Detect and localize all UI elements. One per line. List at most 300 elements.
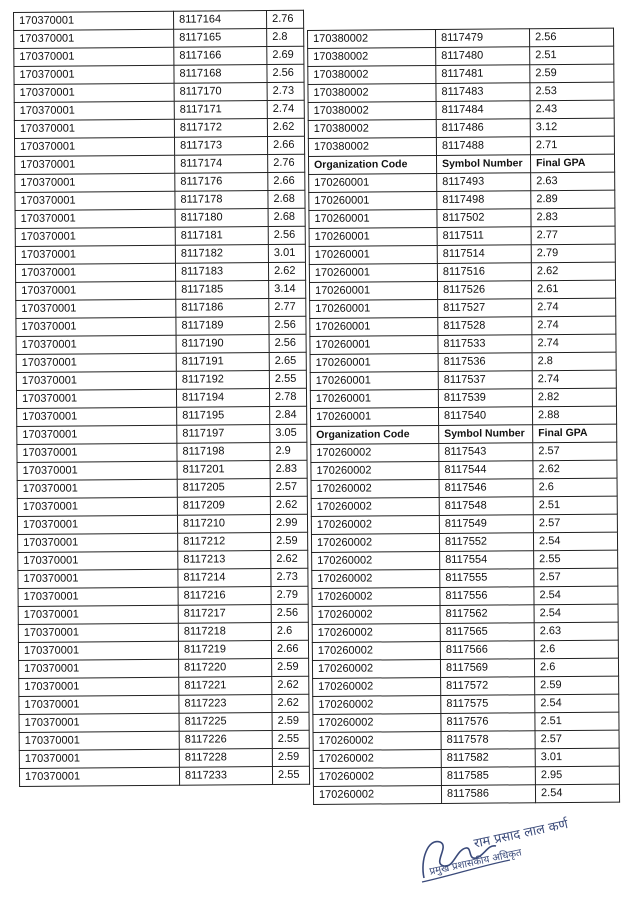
gpa-table-left: [13, 10, 310, 787]
final-gpa-cell: 2.6: [534, 658, 618, 677]
column-header-final-gpa: Final GPA: [530, 154, 614, 173]
organization-code-cell: 170260002: [311, 461, 439, 480]
organization-code-cell: 170370001: [18, 587, 178, 606]
symbol-number-cell: 8117511: [437, 227, 531, 246]
symbol-number-cell: 8117533: [438, 335, 532, 354]
final-gpa-cell: 2.55: [269, 370, 306, 388]
table-row: [312, 640, 618, 660]
table-row: [16, 280, 306, 300]
symbol-number-cell: 8117576: [441, 713, 535, 732]
table-row: [15, 208, 305, 228]
final-gpa-cell: 2.8: [532, 352, 616, 371]
final-gpa-cell: 2.56: [267, 64, 304, 82]
table-row: [311, 478, 617, 498]
organization-code-cell: 170260002: [311, 443, 439, 462]
final-gpa-cell: 2.73: [271, 568, 308, 586]
symbol-number-cell: 8117201: [177, 460, 270, 479]
table-row: [14, 46, 304, 66]
table-row: [16, 388, 306, 408]
symbol-number-cell: 8117186: [176, 299, 269, 318]
organization-code-cell: 170260001: [309, 281, 437, 300]
table-row: [17, 496, 307, 516]
table-row: [14, 100, 304, 120]
symbol-number-cell: 8117209: [177, 496, 270, 515]
table-row: [19, 730, 309, 750]
final-gpa-cell: 2.9: [270, 442, 307, 460]
table-row: [313, 784, 619, 804]
organization-code-cell: 170260001: [309, 227, 437, 246]
organization-code-cell: 170260002: [313, 785, 441, 804]
symbol-number-cell: 8117578: [441, 731, 535, 750]
symbol-number-cell: 8117217: [178, 604, 271, 623]
final-gpa-cell: 2.59: [272, 748, 309, 766]
final-gpa-cell: 2.77: [269, 298, 306, 316]
organization-code-cell: 170370001: [17, 515, 177, 534]
table-row: [17, 406, 307, 426]
table-row: [16, 298, 306, 318]
table-row: [14, 10, 304, 30]
organization-code-cell: 170370001: [19, 695, 179, 714]
column-header-symbol-number: Symbol Number: [436, 155, 530, 174]
symbol-number-cell: 8117479: [435, 29, 529, 48]
final-gpa-cell: 2.6: [534, 640, 618, 659]
symbol-number-cell: 8117226: [179, 730, 272, 749]
final-gpa-cell: 2.54: [535, 784, 619, 803]
symbol-number-cell: 8117219: [178, 640, 271, 659]
symbol-number-cell: 8117192: [176, 370, 269, 389]
organization-code-cell: 170260001: [310, 389, 438, 408]
final-gpa-cell: 2.74: [532, 334, 616, 353]
symbol-number-cell: 8117172: [174, 119, 267, 138]
symbol-number-cell: 8117233: [179, 766, 272, 785]
organization-code-cell: 170370001: [19, 659, 179, 678]
final-gpa-cell: 3.01: [535, 748, 619, 767]
column-header-organization-code: Organization Code: [311, 425, 439, 444]
final-gpa-cell: 2.51: [530, 46, 614, 65]
final-gpa-cell: 2.78: [269, 388, 306, 406]
symbol-number-cell: 8117537: [438, 371, 532, 390]
organization-code-cell: 170380002: [308, 29, 436, 48]
table-row: [16, 334, 306, 354]
final-gpa-cell: 2.57: [270, 478, 307, 496]
final-gpa-cell: 2.55: [534, 550, 618, 569]
table-row: [309, 172, 615, 192]
organization-code-cell: 170260001: [310, 353, 438, 372]
table-row: [313, 712, 619, 732]
symbol-number-cell: 8117514: [437, 245, 531, 264]
symbol-number-cell: 8117164: [173, 11, 266, 30]
organization-code-cell: 170370001: [14, 29, 174, 48]
final-gpa-cell: 2.54: [533, 532, 617, 551]
table-row: [15, 244, 305, 264]
organization-code-cell: 170260001: [309, 191, 437, 210]
table-row: [309, 208, 615, 228]
gpa-table-right-body: [308, 28, 620, 804]
table-row: [313, 730, 619, 750]
organization-code-cell: 170260001: [310, 317, 438, 336]
organization-code-cell: 170370001: [16, 389, 176, 408]
final-gpa-cell: 2.66: [268, 172, 305, 190]
final-gpa-cell: 2.62: [268, 262, 305, 280]
organization-code-cell: 170370001: [18, 623, 178, 642]
organization-code-cell: 170260001: [309, 263, 437, 282]
final-gpa-cell: 2.62: [270, 496, 307, 514]
symbol-number-cell: 8117481: [436, 65, 530, 84]
organization-code-cell: 170260002: [311, 497, 439, 516]
final-gpa-cell: 2.8: [267, 28, 304, 46]
symbol-number-cell: 8117195: [177, 406, 270, 425]
symbol-number-cell: 8117546: [439, 479, 533, 498]
organization-code-cell: 170370001: [15, 191, 175, 210]
final-gpa-cell: 2.68: [268, 208, 305, 226]
table-row: [311, 442, 617, 462]
organization-code-cell: 170370001: [14, 119, 174, 138]
table-row: [18, 640, 308, 660]
signature-name: राम प्रसाद लाल कर्ण: [472, 817, 570, 852]
final-gpa-cell: 2.74: [532, 316, 616, 335]
organization-code-cell: 170260002: [312, 659, 440, 678]
organization-code-cell: 170380002: [308, 137, 436, 156]
organization-code-cell: 170370001: [16, 371, 176, 390]
table-row: [309, 244, 615, 264]
table-row: [14, 28, 304, 48]
table-row: [17, 460, 307, 480]
symbol-number-cell: 8117185: [176, 281, 269, 300]
organization-code-cell: 170370001: [18, 569, 178, 588]
final-gpa-cell: 2.59: [530, 64, 614, 83]
final-gpa-cell: 2.62: [531, 262, 615, 281]
table-row: [17, 478, 307, 498]
symbol-number-cell: 8117225: [179, 712, 272, 731]
organization-code-cell: 170380002: [308, 119, 436, 138]
symbol-number-cell: 8117180: [175, 209, 268, 228]
final-gpa-cell: 2.54: [534, 604, 618, 623]
symbol-number-cell: 8117218: [178, 622, 271, 641]
column-header-symbol-number: Symbol Number: [439, 425, 533, 444]
table-row: [17, 514, 307, 534]
organization-code-cell: 170370001: [16, 299, 176, 318]
organization-code-cell: 170260001: [310, 299, 438, 318]
final-gpa-cell: 2.62: [272, 694, 309, 712]
symbol-number-cell: 8117191: [176, 352, 269, 371]
table-row: [19, 748, 309, 768]
final-gpa-cell: 2.54: [535, 694, 619, 713]
final-gpa-cell: 2.62: [271, 550, 308, 568]
final-gpa-cell: 2.56: [269, 334, 306, 352]
table-header-row: [311, 424, 617, 444]
final-gpa-cell: 2.56: [271, 604, 308, 622]
symbol-number-cell: 8117488: [436, 137, 530, 156]
organization-code-cell: 170260001: [309, 245, 437, 264]
symbol-number-cell: 8117178: [175, 191, 268, 210]
symbol-number-cell: 8117552: [439, 533, 533, 552]
organization-code-cell: 170260002: [311, 515, 439, 534]
final-gpa-cell: 2.54: [534, 586, 618, 605]
organization-code-cell: 170370001: [17, 479, 177, 498]
final-gpa-cell: 2.66: [271, 640, 308, 658]
final-gpa-cell: 2.99: [270, 514, 307, 532]
organization-code-cell: 170260001: [310, 371, 438, 390]
table-row: [18, 532, 308, 552]
table-row: [16, 316, 306, 336]
table-row: [17, 442, 307, 462]
symbol-number-cell: 8117210: [177, 514, 270, 533]
symbol-number-cell: 8117182: [175, 245, 268, 264]
table-row: [312, 550, 618, 570]
organization-code-cell: 170370001: [19, 731, 179, 750]
symbol-number-cell: 8117228: [179, 748, 272, 767]
final-gpa-cell: 2.59: [271, 532, 308, 550]
final-gpa-cell: 2.79: [271, 586, 308, 604]
organization-code-cell: 170370001: [18, 533, 178, 552]
table-row: [16, 352, 306, 372]
symbol-number-cell: 8117181: [175, 227, 268, 246]
symbol-number-cell: 8117198: [177, 442, 270, 461]
symbol-number-cell: 8117493: [437, 173, 531, 192]
table-row: [312, 568, 618, 588]
organization-code-cell: 170260002: [311, 479, 439, 498]
symbol-number-cell: 8117566: [440, 641, 534, 660]
final-gpa-cell: 2.69: [267, 46, 304, 64]
final-gpa-cell: 2.77: [531, 226, 615, 245]
gpa-table-right: [307, 28, 620, 805]
symbol-number-cell: 8117220: [179, 658, 272, 677]
symbol-number-cell: 8117562: [440, 605, 534, 624]
table-row: [15, 262, 305, 282]
final-gpa-cell: 2.74: [532, 298, 616, 317]
organization-code-cell: 170370001: [16, 317, 176, 336]
symbol-number-cell: 8117205: [177, 478, 270, 497]
final-gpa-cell: 2.55: [272, 730, 309, 748]
symbol-number-cell: 8117543: [439, 443, 533, 462]
symbol-number-cell: 8117484: [436, 101, 530, 120]
final-gpa-cell: 2.68: [268, 190, 305, 208]
final-gpa-cell: 2.95: [535, 766, 619, 785]
symbol-number-cell: 8117528: [438, 317, 532, 336]
table-row: [19, 712, 309, 732]
organization-code-cell: 170260002: [313, 731, 441, 750]
symbol-number-cell: 8117212: [178, 532, 271, 551]
symbol-number-cell: 8117536: [438, 353, 532, 372]
table-row: [18, 604, 308, 624]
organization-code-cell: 170260001: [309, 209, 437, 228]
table-row: [308, 28, 614, 48]
symbol-number-cell: 8117516: [437, 263, 531, 282]
table-row: [312, 586, 618, 606]
symbol-number-cell: 8117548: [439, 497, 533, 516]
table-row: [308, 82, 614, 102]
symbol-number-cell: 8117549: [439, 515, 533, 534]
table-row: [313, 676, 619, 696]
table-row: [14, 64, 304, 84]
final-gpa-cell: 2.71: [530, 136, 614, 155]
organization-code-cell: 170370001: [19, 767, 179, 786]
symbol-number-cell: 8117526: [437, 281, 531, 300]
table-row: [309, 226, 615, 246]
table-row: [19, 694, 309, 714]
final-gpa-cell: 2.59: [272, 712, 309, 730]
symbol-number-cell: 8117502: [437, 209, 531, 228]
final-gpa-cell: 2.43: [530, 100, 614, 119]
organization-code-cell: 170370001: [14, 65, 174, 84]
table-row: [18, 550, 308, 570]
symbol-number-cell: 8117572: [441, 677, 535, 696]
column-header-final-gpa: Final GPA: [533, 424, 617, 443]
symbol-number-cell: 8117174: [175, 155, 268, 174]
table-row: [16, 370, 306, 390]
symbol-number-cell: 8117554: [440, 551, 534, 570]
organization-code-cell: 170370001: [16, 281, 176, 300]
organization-code-cell: 170380002: [308, 47, 436, 66]
table-row: [308, 136, 614, 156]
table-row: [19, 676, 309, 696]
symbol-number-cell: 8117556: [440, 587, 534, 606]
organization-code-cell: 170370001: [17, 425, 177, 444]
organization-code-cell: 170380002: [308, 101, 436, 120]
organization-code-cell: 170260002: [311, 533, 439, 552]
table-row: [15, 226, 305, 246]
symbol-number-cell: 8117171: [174, 101, 267, 120]
symbol-number-cell: 8117544: [439, 461, 533, 480]
table-row: [18, 622, 308, 642]
table-row: [308, 64, 614, 84]
symbol-number-cell: 8117197: [177, 424, 270, 443]
final-gpa-cell: 2.74: [267, 100, 304, 118]
symbol-number-cell: 8117173: [174, 137, 267, 156]
organization-code-cell: 170370001: [19, 713, 179, 732]
final-gpa-cell: 2.89: [531, 190, 615, 209]
symbol-number-cell: 8117168: [174, 65, 267, 84]
final-gpa-cell: 2.59: [535, 676, 619, 695]
symbol-number-cell: 8117486: [436, 119, 530, 138]
organization-code-cell: 170370001: [17, 443, 177, 462]
organization-code-cell: 170370001: [17, 497, 177, 516]
table-row: [309, 190, 615, 210]
table-row: [15, 154, 305, 174]
column-header-organization-code: Organization Code: [308, 155, 436, 174]
table-row: [17, 424, 307, 444]
final-gpa-cell: 2.6: [533, 478, 617, 497]
organization-code-cell: 170260002: [312, 641, 440, 660]
organization-code-cell: 170370001: [17, 461, 177, 480]
table-row: [312, 622, 618, 642]
symbol-number-cell: 8117166: [174, 47, 267, 66]
symbol-number-cell: 8117216: [178, 586, 271, 605]
organization-code-cell: 170260002: [313, 695, 441, 714]
table-row: [310, 334, 616, 354]
symbol-number-cell: 8117539: [438, 389, 532, 408]
organization-code-cell: 170370001: [19, 749, 179, 768]
signature-title: प्रमुख प्रशासकीय अधिकृत: [428, 847, 523, 878]
organization-code-cell: 170370001: [14, 83, 174, 102]
table-row: [311, 532, 617, 552]
final-gpa-cell: 2.53: [530, 82, 614, 101]
final-gpa-cell: 2.62: [533, 460, 617, 479]
final-gpa-cell: 3.05: [270, 424, 307, 442]
organization-code-cell: 170260001: [310, 407, 438, 426]
signature-stamp: [410, 817, 580, 892]
table-row: [311, 460, 617, 480]
organization-code-cell: 170260002: [312, 605, 440, 624]
organization-code-cell: 170260002: [313, 749, 441, 768]
symbol-number-cell: 8117194: [176, 388, 269, 407]
final-gpa-cell: 2.79: [531, 244, 615, 263]
organization-code-cell: 170370001: [15, 263, 175, 282]
organization-code-cell: 170260001: [309, 173, 437, 192]
table-row: [310, 298, 616, 318]
symbol-number-cell: 8117565: [440, 623, 534, 642]
symbol-number-cell: 8117582: [441, 749, 535, 768]
table-row: [313, 766, 619, 786]
final-gpa-cell: 2.57: [533, 514, 617, 533]
symbol-number-cell: 8117480: [436, 47, 530, 66]
final-gpa-cell: 2.56: [529, 28, 613, 47]
final-gpa-cell: 2.61: [531, 280, 615, 299]
table-row: [311, 514, 617, 534]
final-gpa-cell: 2.66: [267, 136, 304, 154]
final-gpa-cell: 2.74: [532, 370, 616, 389]
symbol-number-cell: 8117189: [176, 316, 269, 335]
organization-code-cell: 170370001: [15, 209, 175, 228]
organization-code-cell: 170260002: [312, 551, 440, 570]
final-gpa-cell: 3.14: [269, 280, 306, 298]
organization-code-cell: 170380002: [308, 65, 436, 84]
symbol-number-cell: 8117214: [178, 568, 271, 587]
organization-code-cell: 170370001: [15, 227, 175, 246]
table-row: [14, 82, 304, 102]
symbol-number-cell: 8117585: [441, 767, 535, 786]
symbol-number-cell: 8117527: [438, 299, 532, 318]
table-row: [308, 118, 614, 138]
organization-code-cell: 170370001: [18, 605, 178, 624]
organization-code-cell: 170260002: [313, 713, 441, 732]
organization-code-cell: 170370001: [14, 47, 174, 66]
table-row: [310, 316, 616, 336]
table-row: [18, 568, 308, 588]
table-row: [312, 658, 618, 678]
symbol-number-cell: 8117170: [174, 83, 267, 102]
table-row: [313, 748, 619, 768]
organization-code-cell: 170370001: [19, 677, 179, 696]
organization-code-cell: 170370001: [15, 173, 175, 192]
symbol-number-cell: 8117555: [440, 569, 534, 588]
table-row: [14, 118, 304, 138]
symbol-number-cell: 8117483: [436, 83, 530, 102]
table-row: [309, 262, 615, 282]
organization-code-cell: 170260002: [313, 677, 441, 696]
table-row: [18, 586, 308, 606]
table-row: [14, 136, 304, 156]
symbol-number-cell: 8117586: [441, 785, 535, 804]
organization-code-cell: 170260001: [310, 335, 438, 354]
final-gpa-cell: 2.82: [532, 388, 616, 407]
final-gpa-cell: 2.51: [535, 712, 619, 731]
organization-code-cell: 170370001: [14, 137, 174, 156]
table-row: [312, 604, 618, 624]
symbol-number-cell: 8117540: [438, 407, 532, 426]
final-gpa-cell: 2.51: [533, 496, 617, 515]
organization-code-cell: 170370001: [15, 155, 175, 174]
organization-code-cell: 170370001: [18, 641, 178, 660]
final-gpa-cell: 2.84: [270, 406, 307, 424]
final-gpa-cell: 2.83: [531, 208, 615, 227]
table-row: [310, 352, 616, 372]
symbol-number-cell: 8117213: [178, 550, 271, 569]
final-gpa-cell: 2.76: [266, 10, 303, 28]
final-gpa-cell: 2.56: [268, 226, 305, 244]
organization-code-cell: 170370001: [17, 407, 177, 426]
organization-code-cell: 170370001: [16, 335, 176, 354]
